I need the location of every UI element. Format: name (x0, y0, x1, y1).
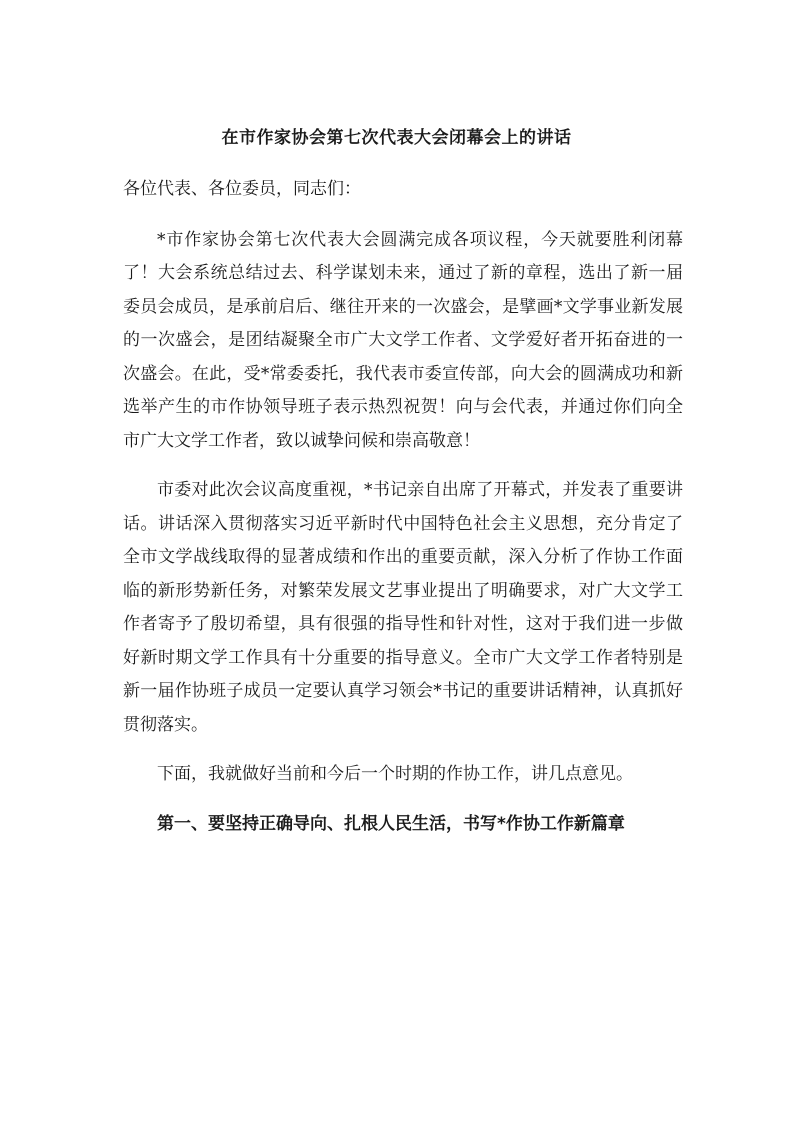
paragraph-2: 市委对此次会议高度重视，*书记亲自出席了开幕式，并发表了重要讲话。讲话深入贯彻落实习近平新时代中国特色社会主义思想，充分肯定了全市文学战线取得的显著成绩和作出的重要贡献，深入分析了作协工作面临的新形势新任务，对繁荣发展文艺事业提出了明确要求，对广大文学工作者寄予了殷切希望，具有很强的指导性和针对性，这对于我们进一步做好新时期文学工作具有十分重要的指导意义。全市广大文学工作者特别是新一届作协班子成员一定要认真学习领会*书记的重要讲话精神，认真抓好贯彻落实。 (123, 480, 683, 735)
paragraph-3: 下面，我就做好当前和今后一个时期的作协工作，讲几点意见。 (157, 764, 633, 784)
salutation: 各位代表、各位委员，同志们： (123, 179, 361, 199)
section-heading-1: 第一、要坚持正确导向、扎根人民生活，书写*作协工作新篇章 (157, 813, 625, 834)
document-title: 在市作家协会第七次代表大会闭幕会上的讲话 (221, 128, 572, 148)
document-body (123, 173, 683, 841)
paragraph-1: *市作家协会第七次代表大会圆满完成各项议程，今天就要胜利闭幕了！大会系统总结过去、科学谋划未来，通过了新的章程，选出了新一届委员会成员，是承前启后、继往开来的一次盛会，是擘画*文学事业新发展的一次盛会，是团结凝聚全市广大文学工作者、文学爱好者开拓奋进的一次盛会。在此，受*常委委托，我代表市委宣传部，向大会的圆满成功和新选举产生的市作协领导班子表示热烈祝贺！向与会代表，并通过你们向全市广大文学工作者，致以诚挚问候和崇高敬意！ (123, 229, 683, 451)
